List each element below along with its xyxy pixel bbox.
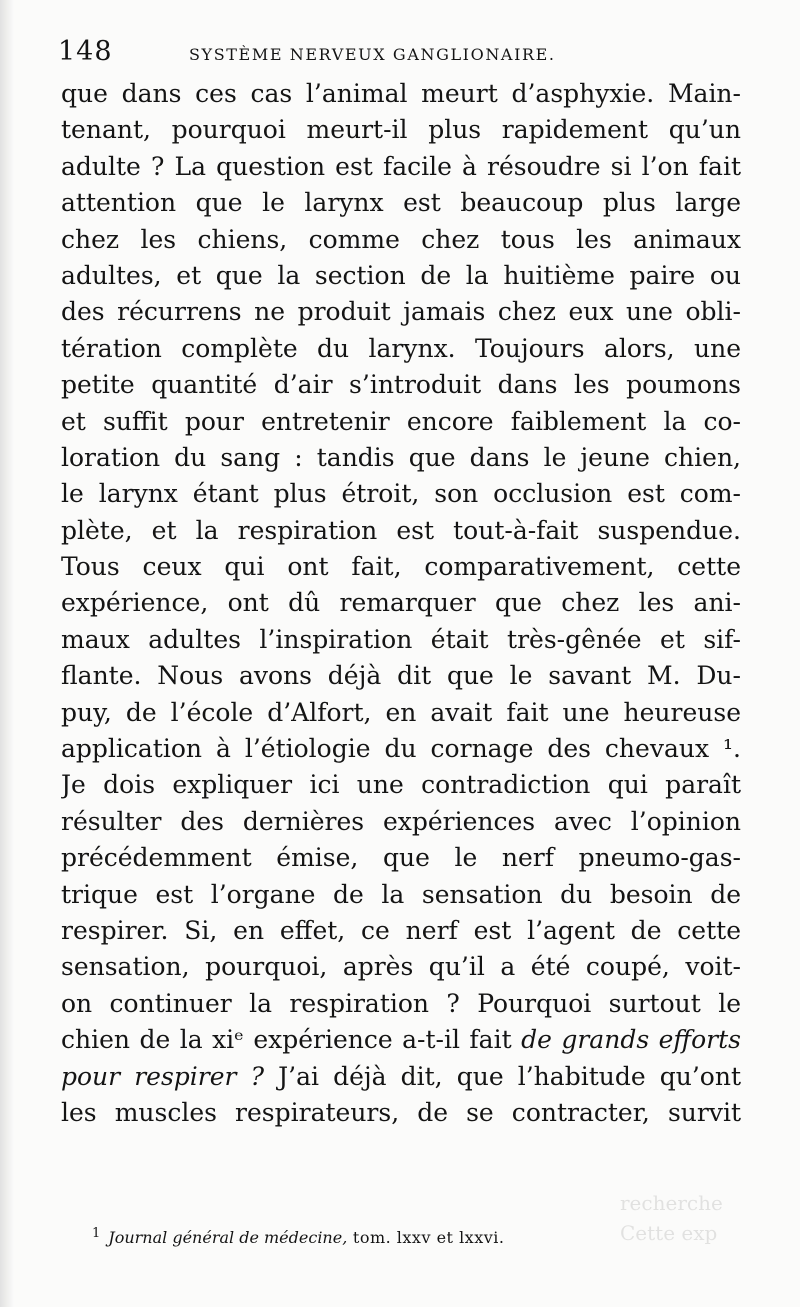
- text-line: attention que le larynx est beaucoup plus large: [61, 188, 741, 218]
- text-line: respirer. Si, en effet, ce nerf est l’agent de cette: [61, 915, 741, 945]
- text-line: Je dois expliquer ici une contradiction qui paraît: [61, 770, 741, 800]
- text-line: précédemment émise, que le nerf pneumo-gas-: [61, 843, 741, 873]
- text-line: que dans ces cas l’animal meurt d’asphyxie. Main-: [61, 79, 741, 108]
- text-line: et suffit pour entretenir encore faiblement la co-: [61, 406, 741, 436]
- text-roman-run: chien de la xiᵉ expérience a-t-il fait: [61, 1025, 522, 1055]
- text-line: adultes, et que la section de la huitième paire ou: [61, 260, 741, 290]
- text-italic-run: de grands efforts: [521, 1025, 741, 1055]
- text-roman-run: J’ai déjà dit, que l’habitude qu’ont: [264, 1061, 741, 1091]
- footnote-title: Journal général de médecine,: [108, 1228, 348, 1247]
- text-line: résulter des dernières expériences avec l’opinion: [61, 806, 741, 836]
- footnote-mark: 1: [92, 1226, 101, 1241]
- page-number: 148: [58, 36, 113, 67]
- bleed-through-text: [620, 1188, 723, 1248]
- text-line: tenant, pourquoi meurt-il plus rapidement qu’un: [61, 115, 741, 145]
- text-line: flante. Nous avons déjà dit que le savant M. Du-: [61, 661, 741, 691]
- text-line-mixed: [61, 1022, 741, 1058]
- text-line: puy, de l’école d’Alfort, en avait fait une heureuse: [61, 697, 741, 727]
- page-header: [58, 36, 748, 70]
- text-line: le larynx étant plus étroit, son occlusion est com-: [61, 479, 741, 509]
- text-italic-run: pour respirer ?: [61, 1061, 264, 1091]
- text-line-mixed: [61, 1059, 741, 1095]
- bleed-line: Cette exp: [620, 1221, 718, 1245]
- text-line: expérience, ont dû remarquer que chez les ani-: [61, 588, 741, 618]
- text-line: trique est l’organe de la sensation du besoin de: [61, 879, 741, 909]
- page-gutter-shadow: [0, 0, 14, 1307]
- text-line: Tous ceux qui ont fait, comparativement, cette: [61, 552, 741, 582]
- text-line: tération complète du larynx. Toujours alors, une: [61, 333, 741, 363]
- text-line: plète, et la respiration est tout-à-fait suspendue.: [61, 515, 741, 545]
- text-line: des récurrens ne produit jamais chez eux une obli-: [61, 297, 741, 327]
- text-line: chez les chiens, comme chez tous les animaux: [61, 224, 741, 254]
- footnote-volumes: tom. lxxv et lxxvi.: [347, 1228, 505, 1247]
- text-line: sensation, pourquoi, après qu’il a été coupé, voit-: [61, 952, 741, 982]
- running-title: SYSTÈME NERVEUX GANGLIONAIRE.: [189, 45, 556, 64]
- text-line: maux adultes l’inspiration était très-gênée et sif-: [61, 624, 741, 654]
- bleed-line: recherche: [620, 1191, 723, 1215]
- text-line: adulte ? La question est facile à résoudre si l’on fait: [61, 151, 741, 181]
- body-text: [61, 76, 741, 1131]
- text-line: petite quantité d’air s’introduit dans les poumons: [61, 370, 741, 400]
- text-line: les muscles respirateurs, de se contracter, survit: [61, 1097, 741, 1127]
- text-line: on continuer la respiration ? Pourquoi surtout le: [61, 988, 741, 1018]
- text-line: loration du sang : tandis que dans le jeune chien,: [61, 442, 741, 472]
- text-line: application à l’étiologie du cornage des chevaux ¹.: [61, 734, 741, 764]
- footnote: [92, 1228, 504, 1247]
